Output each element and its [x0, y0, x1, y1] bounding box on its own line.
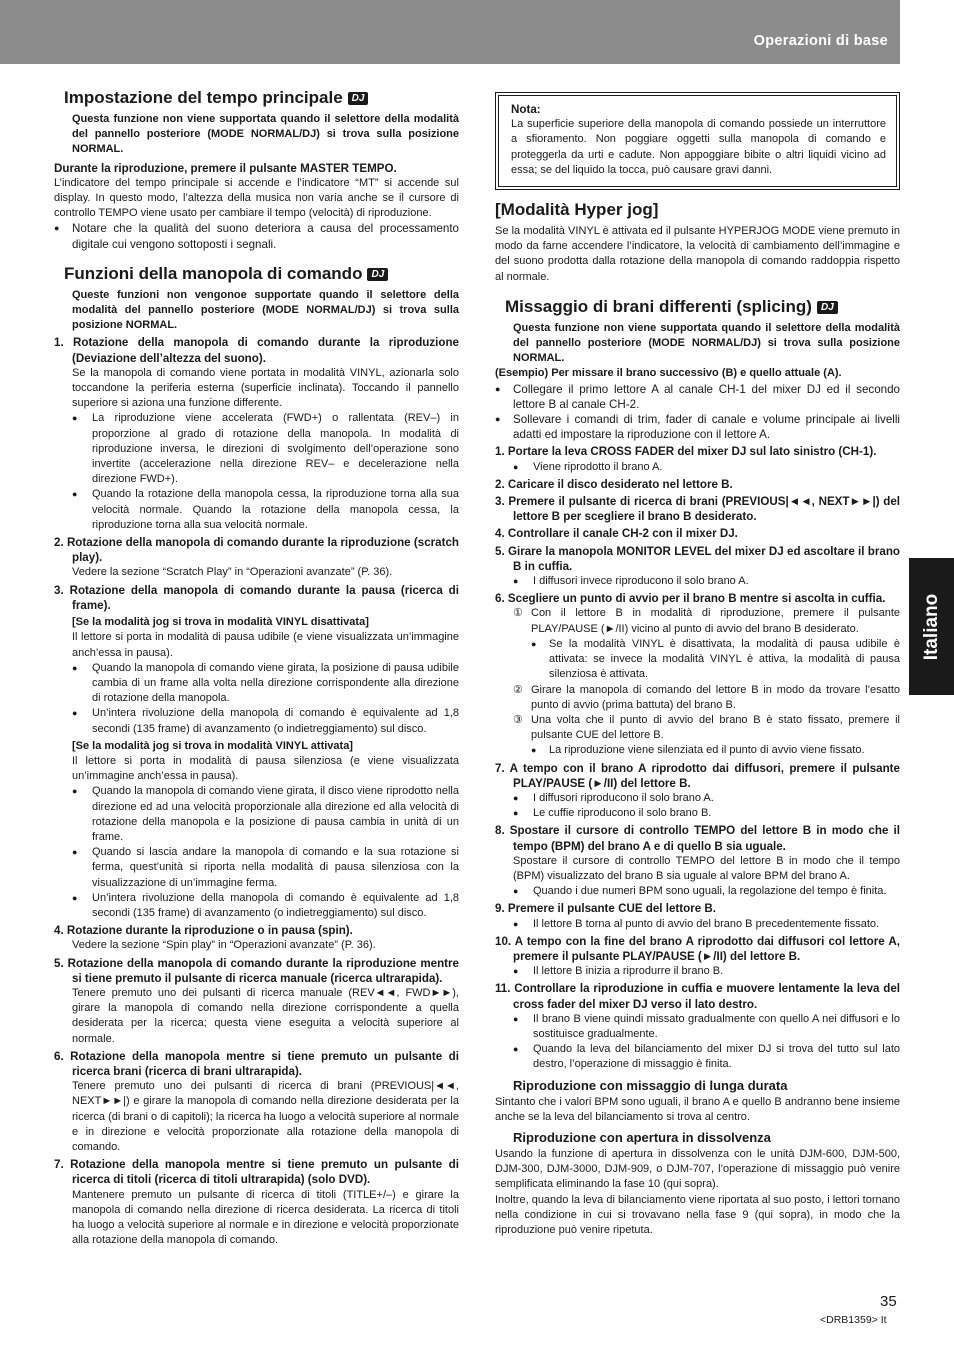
step: 4. Controllare il canale CH-2 con il mixer DJ.	[495, 527, 738, 541]
dj-badge: DJ	[348, 92, 369, 105]
bullet: ● I diffusori riproducono il solo brano A.	[495, 791, 900, 806]
paragraph: Spostare il cursore di controllo TEMPO del lettore B in modo che il tempo (BPM) visualizzato del brano B sia uguale al valore BPM del brano A.	[513, 854, 900, 882]
dj-badge: DJ	[367, 268, 388, 281]
paragraph: Usando la funzione di apertura in dissolvenza con le unità DJM-600, DJM-500, DJM-300, DJM-3000, DJM-909, o DJM-707, l’operazione di missaggio può venire semplificata eliminando la fase 10 (qui sopra).	[495, 1147, 900, 1191]
section-heading-master-tempo: Impostazione del tempo principale DJ	[54, 88, 459, 108]
note-title: Nota:	[511, 103, 541, 116]
substep: ② Girare la manopola di comando del lettore B in modo da trovare l’esatto punto di avvio (prima battuta) del brano B.	[513, 683, 900, 711]
subheading: [Se la modalità jog si trova in modalità VINYL disattivata]	[72, 616, 369, 629]
note: Queste funzioni non vengonoe supportate quando il selettore della modalità del pannello posteriore (MODE NORMAL/DJ) si trova sulla posizione NORMAL.	[72, 288, 459, 332]
substep: ③ Una volta che il punto di avvio del brano B è stato fissato, premere il pulsante CUE del lettore B.	[513, 713, 900, 742]
bullet: ● Quando si lascia andare la manopola di comando e la sua rotazione si ferma, quest’unità si riporta nella modalità di pausa silenziosa con la visualizzazione di un’immagine ferma.	[54, 845, 459, 891]
paragraph: Tenere premuto uno dei pulsanti di ricerca di brani (PREVIOUS|◄◄, NEXT►►|) e girare la manopola di comando nella direzione desiderata per la ricerca (di brani o di capitoli); la ricerca ha luogo a velocità superiore al normale e in direzione e velocità proporzionate alla rotazione della manopola di comando.	[72, 1080, 459, 1153]
bullet: ● Notare che la qualità del suono deteriora a causa del processamento digitale cui vengono sottoposti i segnali.	[54, 221, 459, 251]
bullet: ● I diffusori invece riproducono il solo brano A.	[495, 574, 900, 589]
step: 3. Premere il pulsante di ricerca di brani (PREVIOUS|◄◄, NEXT►►|) del lettore B per scegliere il brano B desiderato.	[495, 495, 900, 524]
instruction: Durante la riproduzione, premere il pulsante MASTER TEMPO.	[54, 161, 397, 175]
step: 4. Rotazione durante la riproduzione o in pausa (spin).	[54, 924, 353, 938]
bullet: ● Quando la manopola di comando viene girata, il disco viene riprodotto nella direzione ed ad una velocità proporzionale alla direzione ed alla velocità di rotazione della manopola e la posizione di pausa cambia in unità di un frame.	[54, 784, 459, 845]
step: 11. Controllare la riproduzione in cuffia e muovere lentamente la leva del cross fader del mixer DJ verso il lato destro.	[495, 982, 900, 1011]
bullet: ● La riproduzione viene silenziata ed il punto di avvio viene fissato.	[495, 743, 900, 758]
paragraph: Il lettore si porta in modalità di pausa silenziosa (e viene visualizzata un’immagine anch’essa in pausa).	[72, 754, 459, 783]
step: 8. Spostare il cursore di controllo TEMPO del lettore B in modo che il tempo (BPM) del brano A e di quello B sia uguale.	[495, 824, 900, 853]
dj-badge: DJ	[817, 301, 838, 314]
language-tab	[909, 558, 954, 695]
language-tab-label: Italiano	[920, 593, 942, 660]
step: 10. A tempo con la fine del brano A riprodotto dai diffusori col lettore A, premere il pulsante PLAY/PAUSE (►/II) del lettore B.	[495, 934, 900, 963]
paragraph: Vedere la sezione “Scratch Play” in “Operazioni avanzate” (P. 36).	[72, 566, 393, 579]
step: 7. Rotazione della manopola mentre si tiene premuto un pulsante di ricerca di titoli (ricerca di titoli ultrarapida) (solo DVD).	[54, 1158, 459, 1187]
bullet: ● Quando la manopola di comando viene girata, la posizione di pausa udibile cambia di un frame alla volta nella direzione corrispondente alla direzione di rotazione della manopola.	[54, 661, 459, 707]
bullet: ● Il lettore B inizia a riprodurre il brano B.	[495, 964, 900, 979]
page-number: 35	[880, 1293, 897, 1310]
bullet: ● Se la modalità VINYL è disattivata, la modalità di pausa udibile è attivata: se invece la modalità VINYL è attiva, la modalità di pausa silenziosa è attivata.	[495, 637, 900, 683]
bullet: ● Le cuffie riproducono il solo brano B.	[495, 806, 900, 821]
paragraph: Il lettore si porta in modalità di pausa udibile (e viene visualizzata un’immagine anch’essa in pausa).	[72, 631, 459, 659]
step: 2. Caricare il disco desiderato nel lettore B.	[495, 477, 733, 491]
bullet: ● La riproduzione viene accelerata (FWD+) o rallentata (REV–) in proporzione al grado di rotazione della manopola. In modalità di riproduzione inversa, le direzioni di svolgimento dell’operazione sono invertite (accelerazione nella direzione REV– e decelerazione nella direzione FWD+).	[54, 411, 459, 487]
step: 1. Rotazione della manopola di comando durante la riproduzione (Deviazione dell’altezza del suono).	[54, 336, 459, 365]
step: 1. Portare la leva CROSS FADER del mixer DJ sul lato sinistro (CH-1).	[495, 445, 877, 459]
section-heading-jog-dial: Funzioni della manopola di comando DJ	[54, 264, 459, 284]
step: 2. Rotazione della manopola di comando durante la riproduzione (scratch play).	[54, 536, 459, 565]
bullet: ● Un’intera rivoluzione della manopola di comando è equivalente ad 1,8 secondi (135 frame) di avanzamento (o indietreggiamento) sul disco.	[54, 891, 459, 921]
section-heading-hyper-jog: [Modalità Hyper jog]	[495, 200, 900, 220]
note: Questa funzione non viene supportata quando il selettore della modalità del pannello posteriore (MODE NORMAL/DJ) si trova sulla posizione NORMAL.	[72, 113, 459, 156]
subsection-heading: Riproduzione con apertura in dissolvenza	[513, 1129, 771, 1145]
substep: ① Con il lettore B in modalità di riproduzione, premere il pulsante PLAY/PAUSE (►/II) vicino al punto di avvio del brano B desiderato.	[513, 607, 900, 635]
paragraph: Se la manopola di comando viene portata in modalità VINYL, azionarla solo toccandone la periferia esterna (superficie inclinata). Toccando il pannello superiore si aziona una funzione differente.	[72, 366, 459, 410]
document-code: <DRB1359> It	[820, 1314, 887, 1326]
subheading: [Se la modalità jog si trova in modalità VINYL attivata]	[72, 739, 353, 752]
paragraph: Inoltre, quando la leva di bilanciamento viene riportata al suo posto, i lettori tornano nella condizione in cui si trovavano nella fase 9 (qui sopra), in modo che la riproduzione può venire ripetuta.	[495, 1193, 900, 1236]
bullet: ● Il lettore B torna al punto di avvio del brano B precedentemente fissato.	[495, 917, 900, 932]
step: 5. Girare la manopola MONITOR LEVEL del mixer DJ ed ascoltare il brano B in cuffia.	[495, 544, 900, 573]
paragraph: Se la modalità VINYL è attivata ed il pulsante HYPERJOG MODE viene premuto in modo da farne accendere l’indicatore, la velocità di cambiamento dell’immagine e del suono prodotta dalla rotazione della manopola di comando raddoppia rispetto al normale.	[495, 225, 900, 283]
right-column	[495, 92, 900, 1238]
left-column	[54, 88, 459, 1248]
step: 9. Premere il pulsante CUE del lettore B.	[495, 902, 716, 916]
paragraph: Mantenere premuto un pulsante di ricerca di titoli (TITLE+/–) e girare la manopola di comando nella direzione di ricerca desiderata. La ricerca di titoli ha luogo a velocità superiore al normale e in direzione e velocità proporzionate alla rotazione della manopola di comando.	[72, 1188, 459, 1247]
bullet: ● Viene riprodotto il brano A.	[495, 460, 900, 475]
header-bar	[0, 0, 900, 64]
step: 3. Rotazione della manopola di comando durante la pausa (ricerca di frame).	[54, 583, 459, 612]
subsection-heading: Riproduzione con missaggio di lunga durata	[513, 1077, 788, 1093]
paragraph: L’indicatore del tempo principale si accende e l’indicatore “MT” si accende sul display. In questo modo, l’altezza della musica non varia anche se il cursore di controllo TEMPO viene usato per cambiare il tempo (velocità) di riproduzione.	[54, 176, 459, 220]
step: 5. Rotazione della manopola di comando durante la riproduzione mentre si tiene premuto il pulsante di ricerca manuale (ricerca ultrarapida).	[54, 956, 459, 985]
step: 7. A tempo con il brano A riprodotto dai diffusori, premere il pulsante PLAY/PAUSE (►/II) del lettore B.	[495, 761, 900, 790]
step: 6. Rotazione della manopola mentre si tiene premuto un pulsante di ricerca brani (ricerca di brani ultrarapida).	[54, 1049, 459, 1078]
step: 6. Scegliere un punto di avvio per il brano B mentre si ascolta in cuffia.	[495, 592, 886, 606]
section-title: Operazioni di base	[753, 33, 888, 49]
paragraph: Tenere premuto uno dei pulsanti di ricerca manuale (REV◄◄, FWD►►), girare la manopola di comando nella direzione corrispondente a quella desiderata per la ricerca; questa viene eseguita a velocità superiore al normale.	[72, 986, 459, 1045]
example: (Esempio) Per missare il brano successivo (B) e quello attuale (A).	[495, 367, 842, 380]
bullet: ● Quando la rotazione della manopola cessa, la riproduzione torna alla sua velocità normale. Quando la rotazione della manopola cessa, la riproduzione torna alla sua velocità normale.	[54, 487, 459, 533]
section-heading-splicing: Missaggio di brani differenti (splicing) DJ	[495, 297, 900, 317]
bullet: ● Quando la leva del bilanciamento del mixer DJ si trova del tutto sul lato destro, l’operazione di missaggio è finita.	[495, 1042, 900, 1072]
paragraph: Sintanto che i valori BPM sono uguali, il brano A e quello B andranno bene insieme anche se la leva del bilanciamento si trova al centro.	[495, 1095, 900, 1123]
bullet: ● Quando i due numeri BPM sono uguali, la regolazione del tempo è finita.	[495, 884, 900, 899]
note: Questa funzione non viene supportata quando il selettore della modalità del pannello posteriore (MODE NORMAL/DJ) si trova sulla posizione NORMAL.	[513, 321, 900, 365]
note-body: La superficie superiore della manopola di comando possiede un interruttore a sfioramento. Non poggiare oggetti sulla manopola di comando e proteggerla da urti e cadute. Non appoggiare bibite o altri liquidi vicino ad essa; se del liquido la tocca, può causare gravi danni.	[511, 118, 886, 176]
note-box	[495, 92, 900, 190]
bullet: ● Collegare il primo lettore A al canale CH-1 del mixer DJ ed il secondo lettore B al canale CH-2.	[495, 382, 900, 412]
paragraph: Vedere la sezione “Spin play” in “Operazioni avanzate” (P. 36).	[72, 939, 376, 952]
bullet: ● Sollevare i comandi di trim, fader di canale e volume principale ai livelli adatti ed impostare la riproduzione con il lettore A.	[495, 412, 900, 442]
bullet: ● Un’intera rivoluzione della manopola di comando è equivalente ad 1,8 secondi (135 frame) di avanzamento (o indietreggiamento) sul disco.	[54, 706, 459, 736]
bullet: ● Il brano B viene quindi missato gradualmente con quello A nei diffusori e lo sostituisce gradualmente.	[495, 1012, 900, 1042]
